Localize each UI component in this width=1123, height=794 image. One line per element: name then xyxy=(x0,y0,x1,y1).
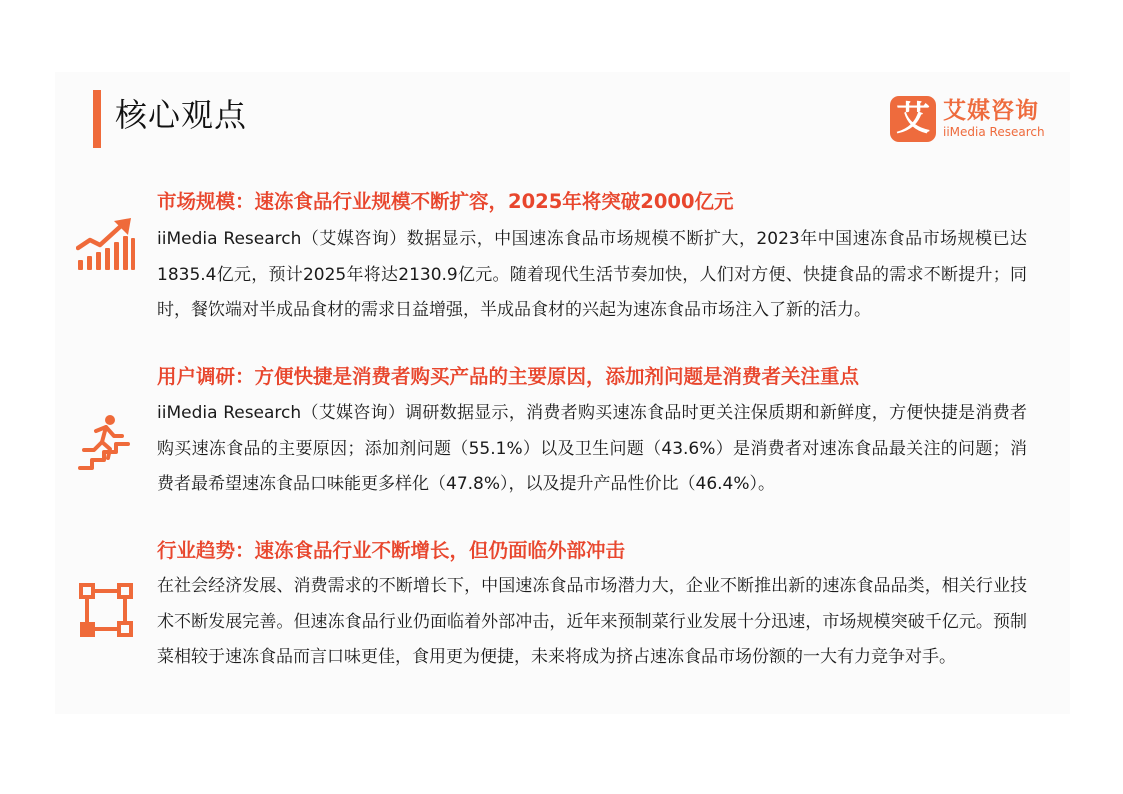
selection-frame-icon xyxy=(78,582,134,638)
growth-chart-icon xyxy=(76,218,136,272)
section-heading-industry-trend: 行业趋势：速冻食品行业不断增长，但仍面临外部冲击 xyxy=(157,539,626,562)
section-body-industry-trend: 在社会经济发展、消费需求的不断增长下，中国速冻食品市场潜力大，企业不断推出新的速冻食品品类，相关行业技术不断发展完善。但速冻食品行业仍面临着外部冲击，近年来预制菜行业发展十分迅速，市场规模突破千亿元。预制菜相较于速冻食品而言口味更佳，食用更为便捷，未来将成为挤占速冻食品市场份额的一大有力竞争对手。 xyxy=(157,576,1027,667)
page-title: 核心观点 xyxy=(115,96,248,134)
running-up-stairs-icon xyxy=(78,414,134,472)
section-body-user-survey: iiMedia Research（艾媒咨询）调研数据显示，消费者购买速冻食品时更关注保质期和新鲜度，方便快捷是消费者购买速冻食品的主要原因；添加剂问题（55.1%）以及卫生问题（43.6%）是消费者对速冻食品最关注的问题；消费者最希望速冻食品口味能更多样化（47.8%），以及提升产品性价比（46.4%）。 xyxy=(157,403,1027,494)
logo-text xyxy=(943,98,1045,140)
section-heading-market-size: 市场规模：速冻食品行业规模不断扩容，2025年将突破2000亿元 xyxy=(157,190,734,213)
title-accent-bar xyxy=(93,90,101,148)
section-heading-user-survey: 用户调研：方便快捷是消费者购买产品的主要原因，添加剂问题是消费者关注重点 xyxy=(157,365,860,388)
logo-name-cn: 艾媒咨询 xyxy=(943,98,1039,124)
iimedia-logo xyxy=(890,96,1045,142)
logo-name-en: iiMedia Research xyxy=(943,125,1045,139)
section-body-market-size: iiMedia Research（艾媒咨询）数据显示，中国速冻食品市场规模不断扩大，2023年中国速冻食品市场规模已达1835.4亿元，预计2025年将达2130.9亿元。随着现代生活节奏加快，人们对方便、快捷食品的需求不断提升；同时，餐饮端对半成品食材的需求日益增强，半成品食材的兴起为速冻食品市场注入了新的活力。 xyxy=(157,229,1027,320)
logo-mark: 艾 xyxy=(890,96,936,142)
